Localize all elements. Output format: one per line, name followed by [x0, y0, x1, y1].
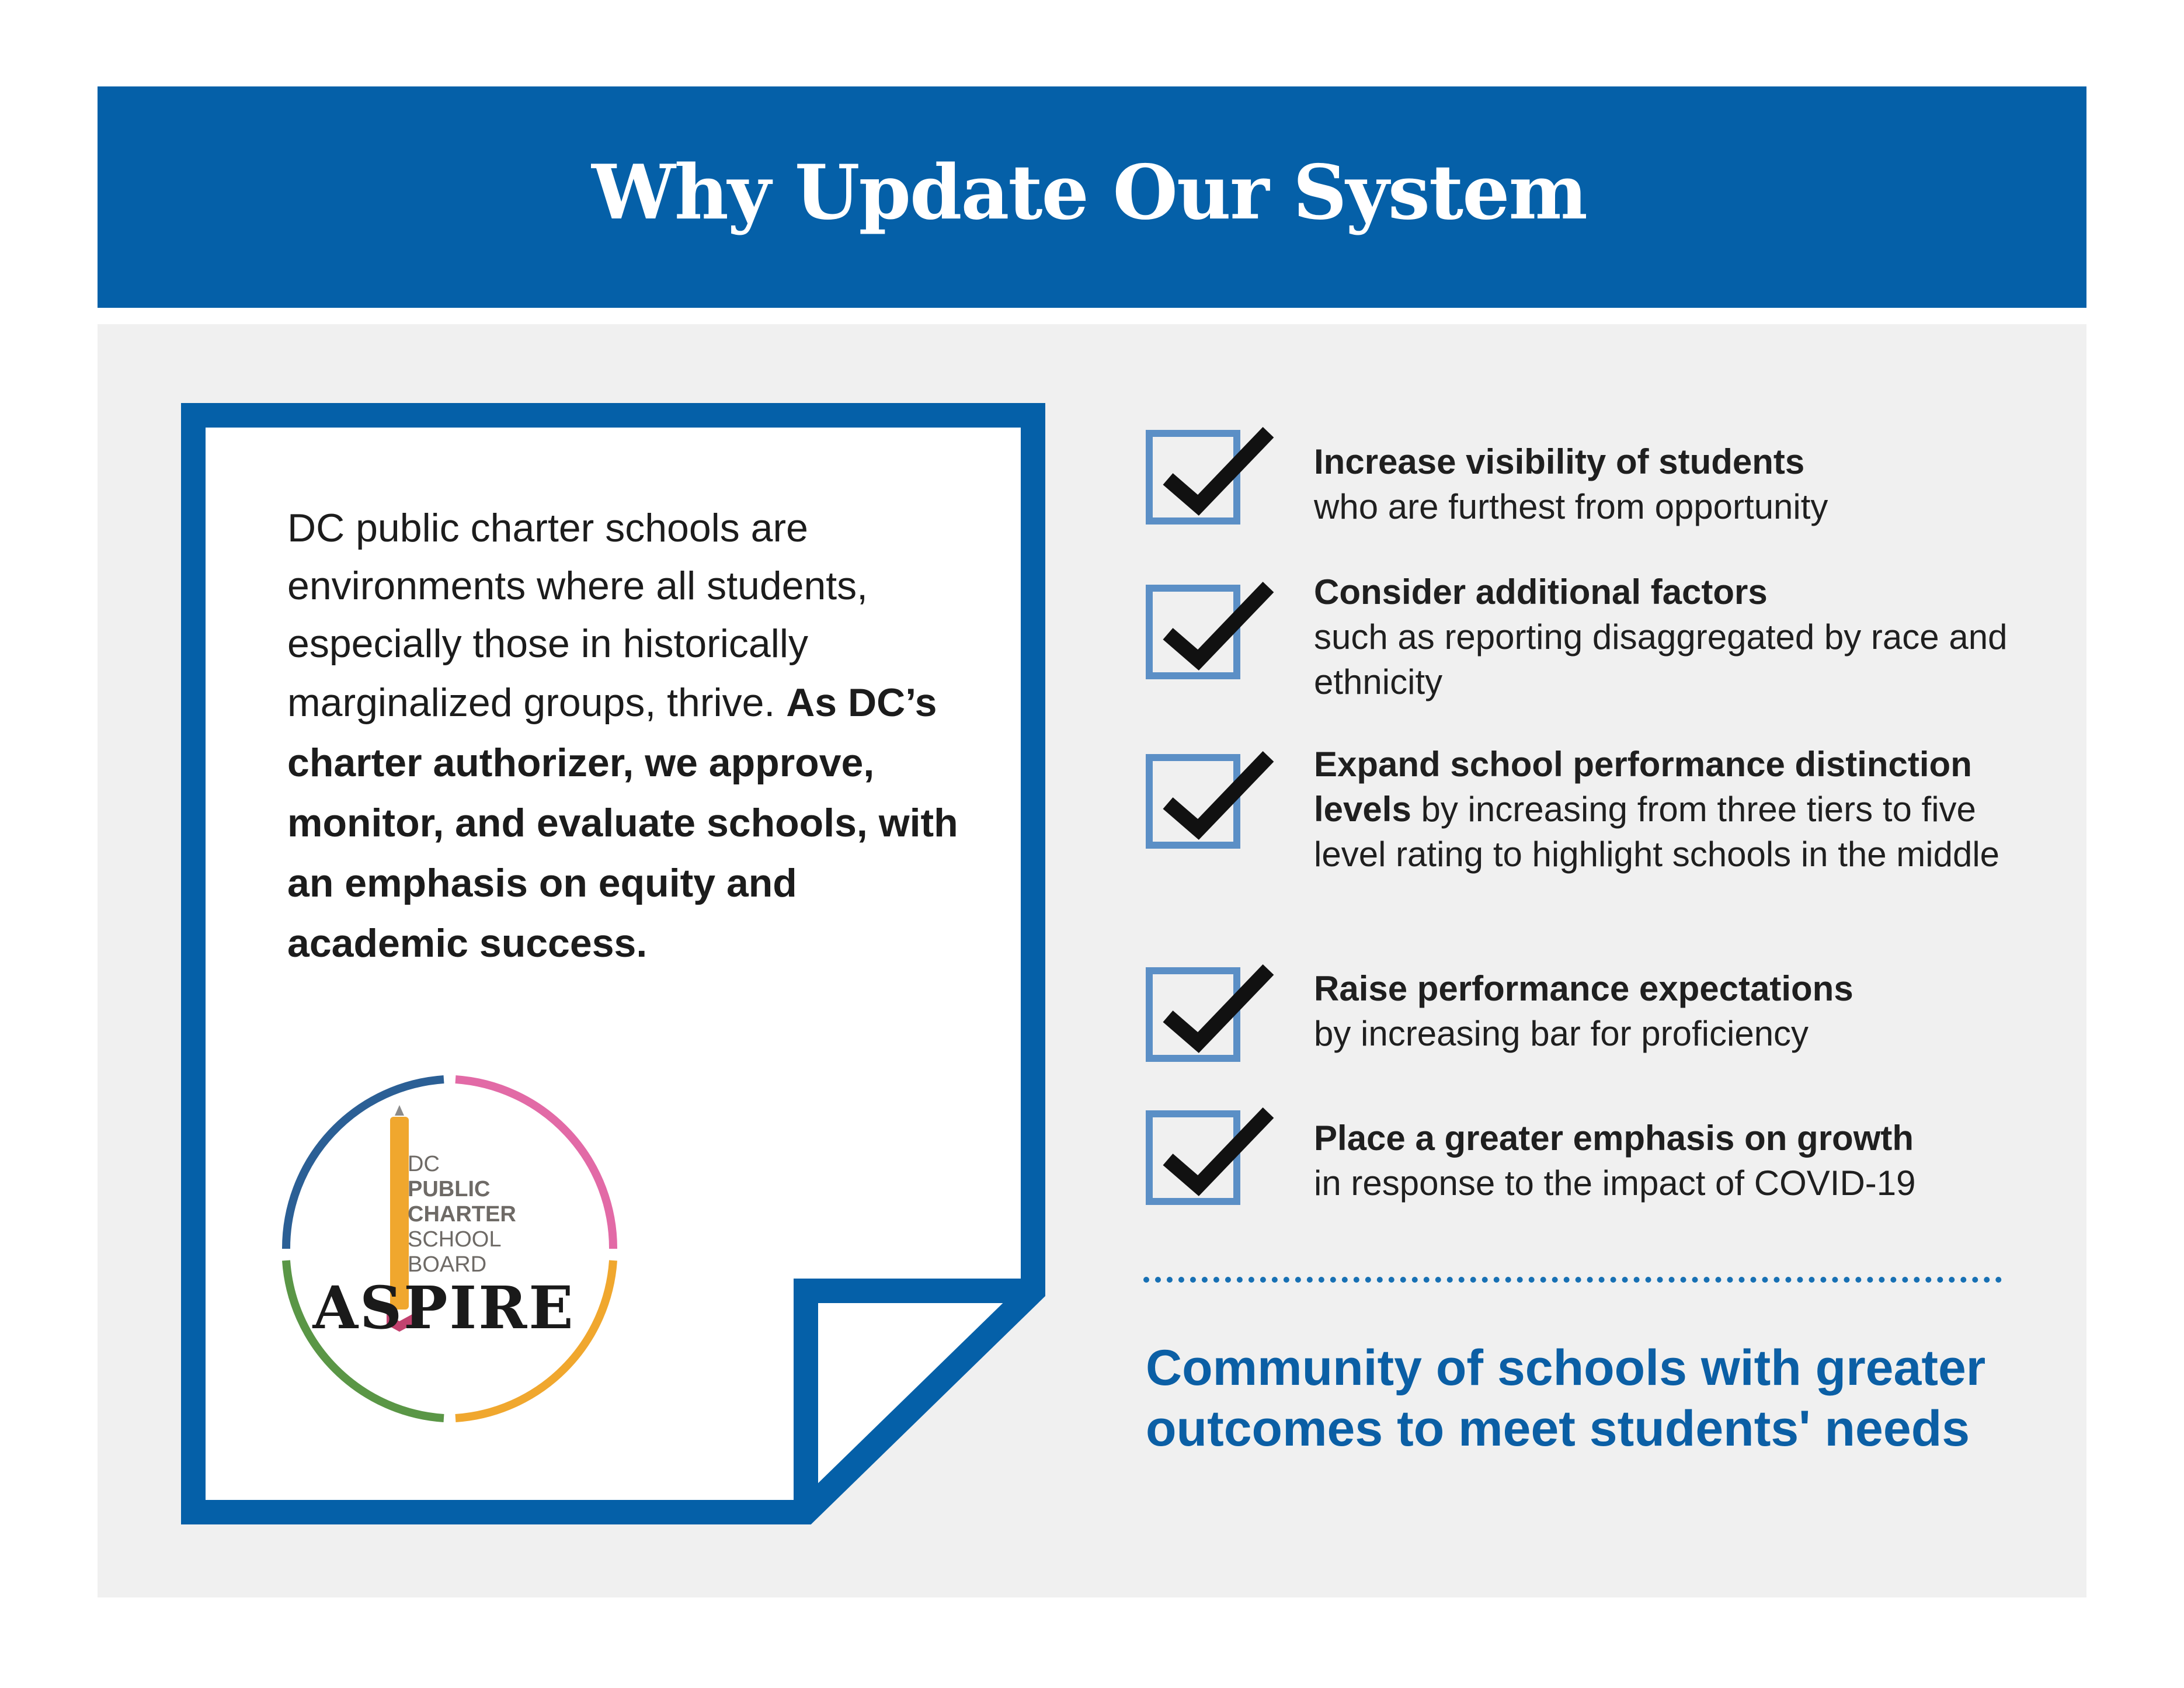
checklist-detail: in response to the impact of COVID-19 [1314, 1163, 1916, 1203]
folded-document-card [181, 403, 1045, 1524]
checklist-detail: who are furthest from opportunity [1314, 487, 1828, 526]
checklist-heading: Place a greater emphasis on growth [1314, 1119, 1914, 1158]
checkbox-checked-icon [1145, 745, 1279, 856]
checkbox-checked-icon [1145, 958, 1279, 1069]
checklist-heading: Increase visibility of students [1314, 442, 1805, 481]
checklist-heading: Raise performance expectations [1314, 969, 1853, 1008]
intro-bold-text: As DC’s charter authorizer, we approve, monitor, and evaluate schools, with an emphasis on equity and academic success. [287, 680, 958, 965]
checklist-heading: Consider additional factors [1314, 572, 1768, 612]
checklist-text [1314, 742, 2044, 877]
checkbox-checked-icon [1145, 1101, 1279, 1212]
checklist-heading: Expand school performance distinction levels [1314, 745, 1972, 829]
aspire-logo [263, 1069, 637, 1443]
dotted-divider [1143, 1277, 2002, 1283]
intro-statement [287, 499, 959, 974]
checklist-detail: by increasing from three tiers to five level rating to highlight schools in the middle [1314, 790, 2000, 874]
intro-plain-text: DC public charter schools are environments where all students, especially those in historically marginalized groups, thrive. [287, 506, 868, 725]
logo-wordmark: ASPIRE [312, 1273, 575, 1342]
closing-statement: Community of schools with greater outcomes to meet students' needs [1146, 1340, 1986, 1457]
checkbox-checked-icon [1145, 575, 1279, 686]
checkbox-checked-icon [1145, 421, 1279, 532]
title-banner [98, 86, 2086, 308]
logo-org-name: DC PUBLIC CHARTER SCHOOL BOARD [408, 1152, 516, 1277]
checklist-detail: such as reporting disaggregated by race and ethnicity [1314, 617, 2008, 701]
checklist-detail: by increasing bar for proficiency [1314, 1014, 1809, 1053]
page-title: Why Update Our System [592, 148, 1587, 237]
